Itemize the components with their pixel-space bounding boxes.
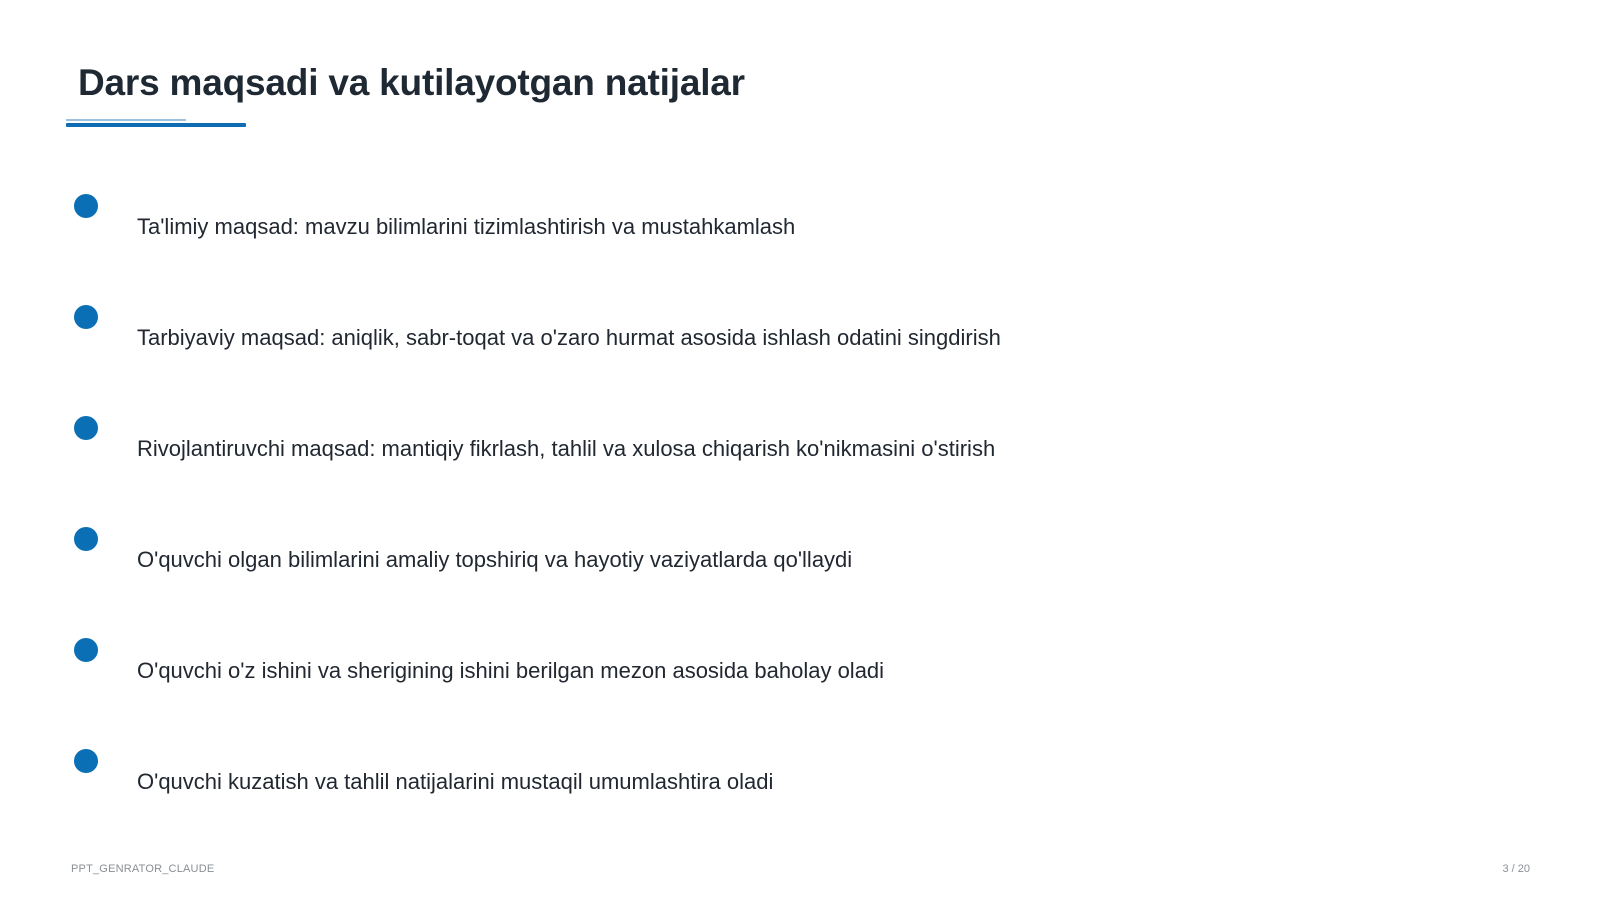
bullet-dot-icon	[74, 527, 98, 551]
bullet-dot-icon	[74, 416, 98, 440]
title-underline-accent	[66, 119, 186, 121]
bullet-dot-icon	[74, 305, 98, 329]
bullet-text: Tarbiyaviy maqsad: aniqlik, sabr-toqat va o'zaro hurmat asosida ishlash odatini singdirish	[137, 325, 1001, 350]
bullet-text: O'quvchi olgan bilimlarini amaliy topshiriq va hayotiy vaziyatlarda qo'llaydi	[137, 547, 853, 572]
bullet-dot-icon	[74, 194, 98, 218]
footer-generator-label: PPT_GENRATOR_CLAUDE	[71, 863, 215, 875]
bullet-text: Rivojlantiruvchi maqsad: mantiqiy fikrlash, tahlil va xulosa chiqarish ko'nikmasini o'stirish	[137, 436, 996, 461]
bullet-text: O'quvchi o'z ishini va sherigining ishini berilgan mezon asosida baholay oladi	[137, 658, 885, 683]
list-item	[0, 638, 1200, 698]
title-underline	[66, 123, 246, 127]
bullet-dot-icon	[74, 749, 98, 773]
bullet-text: Ta'limiy maqsad: mavzu bilimlarini tizimlashtirish va mustahkamlash	[137, 214, 796, 239]
list-item	[0, 194, 1200, 254]
list-item	[0, 416, 1200, 476]
list-item	[0, 305, 1200, 365]
list-item	[0, 749, 1200, 809]
list-item	[0, 527, 1200, 587]
slide-title: Dars maqsadi va kutilayotgan natijalar	[78, 62, 745, 103]
bullet-text: O'quvchi kuzatish va tahlil natijalarini mustaqil umumlashtira oladi	[137, 769, 774, 794]
page-indicator: 3 / 20	[1502, 863, 1530, 875]
bullet-dot-icon	[74, 638, 98, 662]
